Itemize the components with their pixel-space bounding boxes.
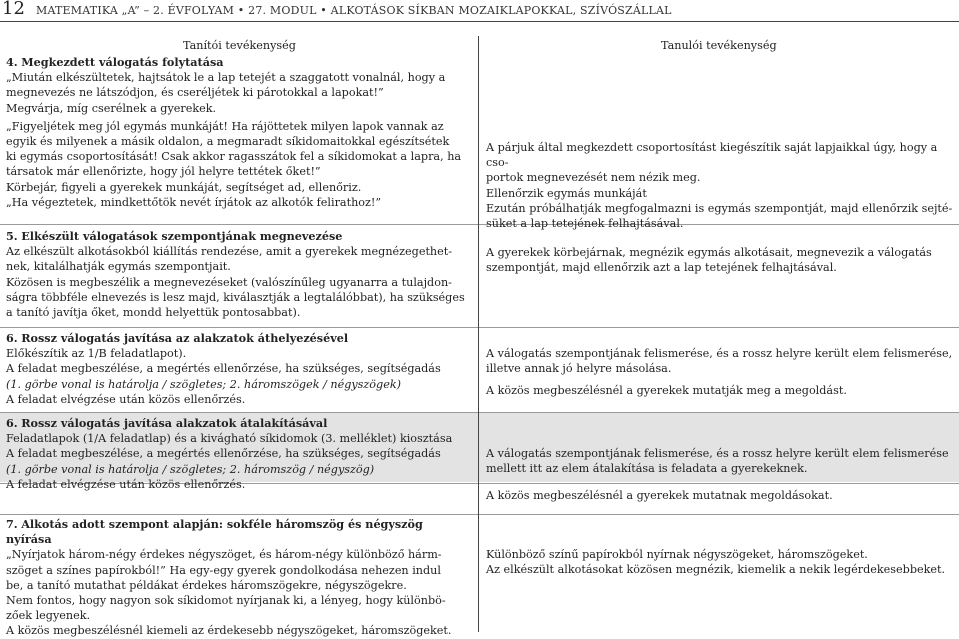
section-number: 5. <box>6 229 18 243</box>
student-section-6b <box>486 446 953 504</box>
text-line: Megvárja, míg cserélnek a gyerekek. <box>6 101 217 115</box>
text-line: ságra többféle elnevezés is lesz majd, kiválasztják a legtalálóbbat), ha szükséges <box>6 290 465 304</box>
text-line: ki egymás csoportosítását! Csak akkor ragasszátok fel a síkidomokat a lapra, ha <box>6 150 462 164</box>
text-line: illetve annak jó helyre másolása. <box>486 362 672 376</box>
student-section-6a <box>486 346 953 399</box>
text-line: a tanító javítja őket, mondd helyettük pontosabbat). <box>6 306 301 320</box>
text-line: Az elkészült alkotásokat közösen megnézik, kiemelik a nekik legérdekesebbeket. <box>486 563 946 577</box>
row-separator <box>0 327 959 328</box>
text-line: zőek legyenek. <box>6 609 91 623</box>
text-line: A feladat elvégzése után közös ellenőrzés. <box>6 392 246 406</box>
text-line: A párjuk által megkezdett csoportosítást kiegészítik saját lapjaikkal úgy, hogy a cso- <box>486 141 938 170</box>
section-7 <box>6 517 472 639</box>
text-line: „Miután elkészültetek, hajtsátok le a lap tetejét a szaggatott vonalnál, hogy a <box>6 71 446 85</box>
section-5 <box>6 229 472 320</box>
running-title: MATEMATIKA „A” – 2. ÉVFOLYAM • 27. MODUL • ALKOTÁSOK SÍKBAN MOZAIKLAPOKKAL, SZÍVÓSZÁLLAL <box>36 4 672 17</box>
text-line: „Ha végeztetek, mindkettőtök nevét írjátok az alkotók felirathoz!” <box>6 195 382 209</box>
text-line: Ezután próbálhatják megfogalmazni is egymás szempontját, majd ellenőrzik sejté- <box>486 201 953 215</box>
text-line: egyik és milyenek a másik oldalon, a megmaradt síkidomaitokkal egészítsétek <box>6 135 450 149</box>
text-line: Közösen is megbeszélik a megnevezéseket (valószínűleg ugyanarra a tulajdon- <box>6 275 452 289</box>
section-title: Alkotás adott szempont alapján: sokféle háromszög és négyszög nyírása <box>6 517 423 547</box>
page-number: 12 <box>2 0 25 19</box>
text-line-italic: (1. görbe vonal is határolja / szögletes; 2. háromszögek / négyszögek) <box>6 377 401 391</box>
column-divider <box>478 36 479 632</box>
text-line: Előkészítik az 1/B feladatlapot). <box>6 347 187 361</box>
text-line: be, a tanító mutathat példákat érdekes háromszögekre, négyszögekre. <box>6 578 407 592</box>
text-line: A közös megbeszélésnél a gyerekek mutatnak megoldásokat. <box>486 489 833 503</box>
header-rule <box>0 21 959 22</box>
text-line: portok megnevezését nem nézik meg. <box>486 171 701 185</box>
teacher-column-header: Tanítói tevékenység <box>183 39 296 52</box>
text-line: Különböző színű papírokból nyírnak négyszögeket, háromszögeket. <box>486 548 868 561</box>
text-line: A közös megbeszélésnél kiemeli az érdekesebb négyszögeket, háromszögeket. <box>6 624 452 638</box>
section-6b <box>6 416 472 492</box>
text-line: A gyerekek körbejárnak, megnézik egymás alkotásait, megnevezik a válogatás <box>486 246 932 259</box>
section-6a <box>6 331 472 407</box>
section-title: Elkészült válogatások szempontjának megnevezése <box>21 229 343 243</box>
text-line: A feladat elvégzése után közös ellenőrzés. <box>6 477 246 491</box>
text-line: A válogatás szempontjának felismerése, és a rossz helyre került elem felismerése <box>486 447 949 460</box>
section-title: Rossz válogatás javítása alakzatok átalakításával <box>21 416 328 430</box>
student-column-header: Tanulói tevékenység <box>661 39 777 52</box>
text-line: Feladatlapok (1/A feladatlap) és a kivágható síkidomok (3. melléklet) kiosztása <box>6 432 453 446</box>
section-title: Megkezdett válogatás folytatása <box>21 55 224 69</box>
section-number: 4. <box>6 55 18 69</box>
text-line: süket a lap tetejének felhajtásával. <box>486 217 684 231</box>
text-line: Körbejár, figyeli a gyerekek munkáját, segítséget ad, ellenőriz. <box>6 180 362 194</box>
text-line-italic: (1. görbe vonal is határolja / szögletes; 2. háromszög / négyszög) <box>6 462 375 476</box>
section-number: 6. <box>6 416 18 430</box>
text-line: A feladat megbeszélése, a megértés ellenőrzése, ha szükséges, segítségadás <box>6 447 441 461</box>
section-4 <box>6 55 472 210</box>
text-line: Nem fontos, hogy nagyon sok síkidomot nyírjanak ki, a lényeg, hogy különbö- <box>6 594 446 608</box>
text-line: Ellenőrzik egymás munkáját <box>486 186 647 200</box>
page-header <box>0 0 959 20</box>
row-separator <box>0 514 959 515</box>
text-line: A közös megbeszélésnél a gyerekek mutatják meg a megoldást. <box>486 384 847 398</box>
text-line: „Nyírjatok három-négy érdekes négyszöget, és három-négy különböző hárm- <box>6 548 442 562</box>
row-separator <box>0 412 959 413</box>
student-section-7 <box>486 547 953 577</box>
text-line: A feladat megbeszélése, a megértés ellenőrzése, ha szükséges, segítségadás <box>6 362 441 376</box>
section-number: 6. <box>6 331 18 345</box>
student-section-5 <box>486 245 953 275</box>
text-line: „Figyeljétek meg jól egymás munkáját! Ha rájöttetek milyen lapok vannak az <box>6 119 444 133</box>
section-number: 7. <box>6 517 18 531</box>
text-line: társatok már ellenőrizte, hogy jól helyre tettétek őket!” <box>6 165 321 179</box>
text-line: szempontját, majd ellenőrzik azt a lap tetejének felhajtásával. <box>486 261 837 275</box>
text-line: nek, kitalálhatják egymás szempontjait. <box>6 260 231 274</box>
student-section-4 <box>486 140 953 231</box>
text-line: mellett itt az elem átalakítása is feladata a gyerekeknek. <box>486 462 808 476</box>
text-line: A válogatás szempontjának felismerése, és a rossz helyre került elem felismerése, <box>486 347 953 360</box>
text-line: megnevezés ne látszódjon, és cseréljétek ki párotokkal a lapokat!” <box>6 86 384 100</box>
text-line: szöget a színes papírokból!” Ha egy-egy gyerek gondolkodása nehezen indul <box>6 563 441 577</box>
text-line: Az elkészült alkotásokból kiállítás rendezése, amit a gyerekek megnézegethet- <box>6 245 453 259</box>
section-title: Rossz válogatás javítása az alakzatok áthelyezésével <box>21 331 349 345</box>
